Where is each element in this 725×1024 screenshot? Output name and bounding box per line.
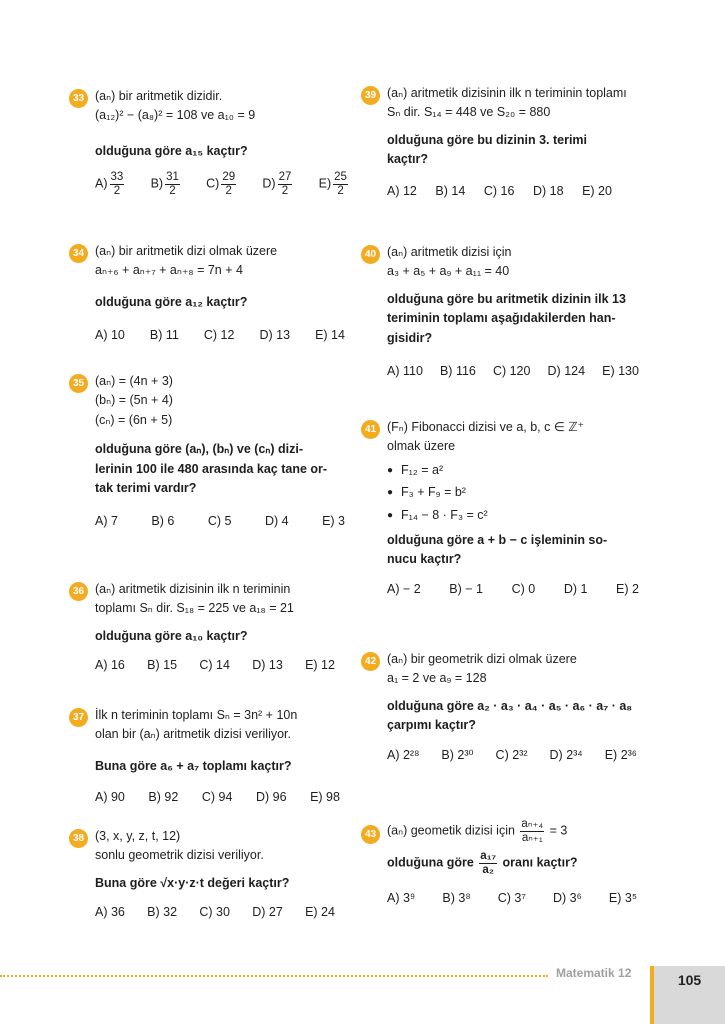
option-b[interactable]: B) 32 — [147, 905, 178, 920]
option-e[interactable]: E) 98 — [310, 790, 340, 805]
page-number-box — [654, 966, 725, 1024]
question-39-ask-2: kaçtır? — [387, 152, 428, 167]
question-36-line-2: toplamı Sₙ dir. S₁₈ = 225 ve a₁₈ = 21 — [95, 601, 294, 616]
question-37-line-1: İlk n teriminin toplamı Sₙ = 3n² + 10n — [95, 708, 298, 722]
option-b[interactable]: B) 116 — [439, 363, 476, 378]
option-a[interactable]: A) 10 — [95, 328, 125, 343]
option-e[interactable]: E) 2 — [616, 581, 639, 596]
option-c[interactable]: C) 0 — [511, 581, 536, 596]
option-b[interactable]: B) 92 — [148, 790, 179, 805]
question-40-options — [387, 362, 639, 381]
option-c[interactable]: C) 94 — [201, 790, 233, 805]
question-41 — [387, 418, 639, 599]
option-e[interactable]: E) 3⁵ — [608, 890, 637, 905]
question-number-38: 38 — [69, 829, 88, 848]
question-number-41: 41 — [361, 420, 380, 439]
option-d[interactable]: D) 18 — [532, 183, 564, 198]
question-number-35: 35 — [69, 374, 88, 393]
page-number: 105 — [677, 972, 702, 988]
question-36 — [95, 580, 335, 676]
condition-3: ● F₁₄ − 8 · F₃ = c² — [387, 506, 639, 525]
question-35-ask-2: lerinin 100 ile 480 arasında kaç tane or- — [95, 461, 328, 476]
question-43 — [387, 818, 637, 908]
question-42 — [387, 650, 637, 765]
question-38-ask: Buna göre √x·y·z·t değeri kaçtır? — [95, 875, 290, 890]
option-c[interactable]: C) 30 — [199, 905, 230, 920]
question-36-ask: olduğuna göre a₁₀ kaçtır? — [95, 628, 248, 643]
question-35-ask-1: olduğuna göre (aₙ), (bₙ) ve (cₙ) dizi- — [95, 442, 303, 457]
question-38-options — [95, 903, 335, 922]
question-34-ask: olduğuna göre a₁₂ kaçtır? — [95, 294, 248, 309]
question-34 — [95, 242, 345, 346]
condition-2: ● F₃ + F₉ = b² — [387, 483, 639, 502]
option-b[interactable]: B) 11 — [149, 328, 179, 343]
question-number-42: 42 — [361, 652, 380, 671]
option-e[interactable]: E) $\frac{25}{2}$ — [318, 171, 347, 197]
option-a[interactable]: A) 90 — [95, 790, 125, 805]
question-39-line-2: Sₙ dir. S₁₄ = 448 ve S₂₀ = 880 — [387, 105, 551, 120]
option-b[interactable]: B) $\frac{31}{2}$ — [150, 171, 179, 197]
option-c[interactable]: C) 16 — [483, 183, 515, 198]
option-c[interactable]: C) $\frac{29}{2}$ — [206, 171, 236, 197]
option-a[interactable]: A) 110 — [387, 363, 423, 378]
question-35-line-3: (cₙ) = (6n + 5) — [95, 412, 173, 427]
option-d[interactable]: D) 1 — [563, 581, 588, 596]
question-41-line-2: olmak üzere — [387, 439, 456, 454]
option-d[interactable]: D) 27 — [252, 905, 283, 920]
question-34-line-2: aₙ₊₆ + aₙ₊₇ + aₙ₊₈ = 7n + 4 — [95, 263, 243, 278]
question-38-line-2: sonlu geometrik dizisi veriliyor. — [95, 848, 264, 863]
footer-subject: Matematik 12 — [556, 966, 632, 980]
asked-ratio-fraction: $\frac{\text{a₁₇}}{\text{a₂}}$ — [480, 850, 497, 876]
question-42-line-2: a₁ = 2 ve a₉ = 128 — [387, 671, 487, 686]
option-a[interactable]: A) 16 — [95, 658, 125, 673]
option-a[interactable]: A) − 2 — [387, 581, 421, 596]
question-38-line-1: (3, x, y, z, t, 12) — [95, 829, 181, 843]
question-42-options — [387, 746, 637, 765]
option-a[interactable]: A) 12 — [387, 183, 417, 198]
option-c[interactable]: C) 2³² — [495, 747, 528, 762]
option-b[interactable]: B) − 1 — [449, 581, 483, 596]
option-d[interactable]: D) 96 — [255, 790, 287, 805]
question-number-39: 39 — [361, 86, 380, 105]
option-e[interactable]: E) 14 — [315, 328, 345, 343]
question-41-line-1: (Fₙ) Fibonacci dizisi ve a, b, c ∈ ℤ⁺ — [387, 420, 585, 434]
question-33-line-1: (aₙ) bir aritmetik dizidir. — [95, 89, 223, 103]
option-a[interactable]: A) 3⁹ — [387, 890, 416, 905]
option-c[interactable]: C) 120 — [492, 363, 531, 378]
ratio-fraction: $\frac{\text{aₙ₊₄}}{\text{aₙ₊₁}}$ — [521, 818, 544, 844]
option-a[interactable]: A) 36 — [95, 905, 125, 920]
option-c[interactable]: C) 12 — [203, 328, 235, 343]
question-35-ask-3: tak terimi vardır? — [95, 480, 197, 495]
option-d[interactable]: D) 4 — [264, 514, 289, 529]
question-number-36: 36 — [69, 582, 88, 601]
question-40 — [387, 243, 639, 381]
option-b[interactable]: B) 6 — [151, 514, 175, 529]
question-39 — [387, 84, 627, 201]
question-37-ask: Buna göre a₆ + a₇ toplamı kaçtır? — [95, 758, 292, 773]
question-36-options — [95, 656, 335, 675]
option-c[interactable]: C) 5 — [207, 514, 232, 529]
question-33-options — [95, 171, 350, 197]
question-number-40: 40 — [361, 245, 380, 264]
question-41-ask-1: olduğuna göre a + b − c işleminin so- — [387, 532, 608, 547]
question-number-33: 33 — [69, 89, 88, 108]
question-40-ask-3: gisidir? — [387, 330, 433, 345]
option-d[interactable]: D) 13 — [259, 328, 291, 343]
question-42-ask-2: çarpımı kaçtır? — [387, 718, 476, 733]
question-39-line-1: (aₙ) aritmetik dizisinin ilk n teriminin toplamı — [387, 86, 627, 100]
condition-1: ● F₁₂ = a² — [387, 461, 639, 480]
question-39-options — [387, 182, 612, 201]
option-e[interactable]: E) 130 — [602, 363, 639, 378]
question-42-line-1: (aₙ) bir geometrik dizi olmak üzere — [387, 652, 577, 666]
question-40-line-2: a₃ + a₅ + a₉ + a₁₁ = 40 — [387, 264, 510, 279]
question-43-ask: olduğuna göre $\frac{\text{a₁₇}}{\text{a₂}}$ oranı kaçtır? — [387, 850, 578, 876]
option-d[interactable]: D) $\frac{27}{2}$ — [262, 171, 292, 197]
question-43-line-1: (aₙ) geometik dizisi için $\frac{\text{aₙ₊₄}}{\text{aₙ₊₁}}$ = 3 — [387, 818, 568, 844]
question-33 — [95, 87, 350, 197]
question-37-options — [95, 788, 340, 807]
question-35-line-2: (bₙ) = (5n + 4) — [95, 393, 173, 408]
option-c[interactable]: C) 14 — [199, 658, 230, 673]
question-38 — [95, 827, 335, 923]
question-33-line-2: (a₁₂)² − (a₈)² = 108 ve a₁₀ = 9 — [95, 108, 256, 123]
question-37 — [95, 706, 340, 808]
option-d[interactable]: D) 124 — [547, 363, 586, 378]
question-35-line-1: (aₙ) = (4n + 3) — [95, 374, 173, 388]
option-d[interactable]: D) 2³⁴ — [549, 747, 583, 762]
option-a[interactable]: A) 7 — [95, 514, 118, 529]
question-40-ask-1: olduğuna göre bu aritmetik dizinin ilk 13 — [387, 291, 626, 306]
question-number-43: 43 — [361, 825, 380, 844]
option-a[interactable]: A) 2²⁸ — [387, 747, 420, 762]
question-42-ask-1: olduğuna göre a₂ · a₃ · a₄ · a₅ · a₆ · a₇ · a₈ — [387, 698, 633, 713]
question-40-ask-2: teriminin toplamı aşağıdakilerden han- — [387, 311, 616, 326]
question-40-line-1: (aₙ) aritmetik dizisi için — [387, 245, 512, 259]
option-a[interactable]: A) $\frac{33}{2}$ — [95, 171, 124, 197]
option-e[interactable]: E) 20 — [582, 183, 612, 198]
question-43-options — [387, 889, 637, 908]
option-e[interactable]: E) 3 — [322, 514, 345, 529]
footer-dotted-line — [0, 975, 548, 977]
question-41-ask-2: nucu kaçtır? — [387, 552, 462, 567]
option-e[interactable]: E) 2³⁶ — [604, 747, 637, 762]
question-number-34: 34 — [69, 244, 88, 263]
question-39-ask-1: olduğuna göre bu dizinin 3. terimi — [387, 132, 587, 147]
question-35 — [95, 372, 345, 532]
question-36-line-1: (aₙ) aritmetik dizisinin ilk n teriminin — [95, 582, 291, 596]
option-e[interactable]: E) 24 — [305, 905, 335, 920]
question-37-line-2: olan bir (aₙ) aritmetik dizisi veriliyor. — [95, 727, 292, 742]
question-34-options — [95, 326, 345, 345]
option-b[interactable]: B) 3⁸ — [442, 890, 471, 905]
question-number-37: 37 — [69, 708, 88, 727]
option-e[interactable]: E) 12 — [305, 658, 335, 673]
question-41-conditions — [387, 461, 639, 525]
question-33-ask: olduğuna göre a₁₅ kaçtır? — [95, 143, 248, 158]
question-35-options — [95, 512, 345, 531]
option-d[interactable]: D) 13 — [252, 658, 283, 673]
option-c[interactable]: C) 3⁷ — [497, 890, 526, 905]
question-34-line-1: (aₙ) bir aritmetik dizi olmak üzere — [95, 244, 278, 258]
question-41-options — [387, 580, 639, 599]
option-b[interactable]: B) 15 — [147, 658, 178, 673]
option-b[interactable]: B) 2³⁰ — [441, 747, 474, 762]
option-d[interactable]: D) 3⁶ — [553, 890, 582, 905]
option-b[interactable]: B) 14 — [435, 183, 466, 198]
